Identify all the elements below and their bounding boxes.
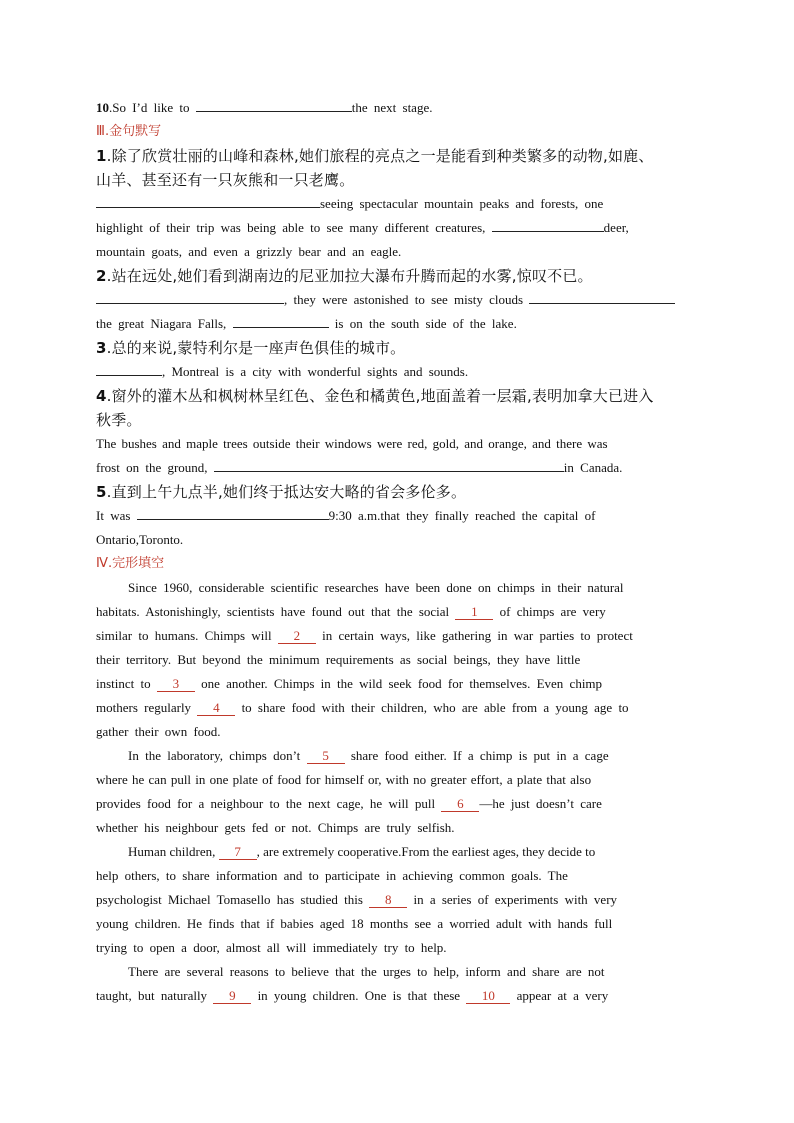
sentence-3-english [96, 360, 698, 384]
cloze-text: in a series of experiments with very [413, 892, 618, 907]
cloze-blank-10[interactable]: 10 [466, 989, 510, 1004]
cloze-text: share food either. If a chimp is put in a cage [350, 748, 609, 763]
answer-blank[interactable] [529, 289, 675, 304]
sentence-5-english [96, 504, 698, 528]
cloze-text: similar to humans. Chimps will [96, 628, 272, 643]
sentence-1-chinese-cont: 山羊、甚至还有一只灰熊和一只老鹰。 [96, 171, 355, 189]
cloze-text: of chimps are very [499, 604, 606, 619]
sentence-5-english-cont: Ontario,Toronto. [96, 532, 184, 547]
sentence-5-chinese [96, 480, 698, 504]
section-title-golden-sentences: Ⅲ.金句默写 [96, 124, 162, 139]
cloze-text: instinct to [96, 676, 151, 691]
answer-blank[interactable] [214, 457, 564, 472]
cloze-text: In the laboratory, chimps don’t [128, 748, 301, 763]
english-text: It was [96, 508, 131, 523]
cloze-line [96, 624, 698, 648]
cloze-text: —he just doesn’t care [479, 796, 602, 811]
english-text: deer, [603, 220, 629, 235]
cloze-blank-5[interactable]: 5 [307, 749, 345, 764]
cloze-line [96, 792, 698, 816]
cloze-text: appear at a very [516, 988, 609, 1003]
cloze-line: where he can pull in one plate of food for himself or, with no greater effort, a plate that also [96, 772, 592, 787]
english-text: seeing spectacular mountain peaks and forests, one [320, 196, 604, 211]
cloze-line [96, 984, 698, 1008]
question-text: the next stage. [351, 100, 433, 115]
cloze-text: to share food with their children, who are able from a young age to [241, 700, 629, 715]
chinese-text: .除了欣赏壮丽的山峰和森林,她们旅程的亮点之一是能看到种类繁多的动物,如鹿、 [106, 147, 654, 165]
sentence-number: 1 [96, 147, 107, 165]
cloze-text: psychologist Michael Tomasello has studied this [96, 892, 363, 907]
cloze-line: There are several reasons to believe that the urges to help, inform and share are not [128, 964, 605, 979]
sentence-number: 5 [96, 483, 107, 501]
answer-blank[interactable] [96, 289, 284, 304]
cloze-line [96, 696, 698, 720]
cloze-line: help others, to share information and to participate in achieving common goals. The [96, 868, 568, 883]
cloze-text: , are extremely cooperative.From the earliest ages, they decide to [256, 844, 596, 859]
cloze-text: Human children, [128, 844, 216, 859]
cloze-text: taught, but naturally [96, 988, 208, 1003]
cloze-text: in young children. One is that these [257, 988, 461, 1003]
chinese-text: .总的来说,蒙特利尔是一座声色俱佳的城市。 [106, 339, 406, 357]
cloze-line [96, 600, 698, 624]
answer-blank[interactable] [96, 361, 162, 376]
cloze-blank-1[interactable]: 1 [455, 605, 493, 620]
english-text: is on the south side of the lake. [334, 316, 517, 331]
question-number: 10 [96, 100, 109, 115]
cloze-blank-9[interactable]: 9 [213, 989, 251, 1004]
cloze-line: gather their own food. [96, 724, 221, 739]
cloze-line: Since 1960, considerable scientific researches have been done on chimps in their natural [128, 580, 624, 595]
sentence-4-english-cont [96, 456, 698, 480]
answer-blank[interactable] [137, 505, 329, 520]
answer-blank[interactable] [96, 193, 320, 208]
worksheet-page [96, 96, 698, 1008]
sentence-1-chinese [96, 144, 698, 168]
cloze-line: whether his neighbour gets fed or not. Chimps are truly selfish. [96, 820, 455, 835]
sentence-2-english-cont [96, 312, 698, 336]
cloze-blank-6[interactable]: 6 [441, 797, 479, 812]
english-text: , Montreal is a city with wonderful sights and sounds. [162, 364, 469, 379]
answer-blank[interactable] [233, 313, 329, 328]
sentence-number: 3 [96, 339, 107, 357]
cloze-blank-2[interactable]: 2 [278, 629, 316, 644]
cloze-text: in certain ways, like gathering in war parties to protect [322, 628, 633, 643]
cloze-blank-3[interactable]: 3 [157, 677, 195, 692]
english-text: in Canada. [563, 460, 623, 475]
sentence-1-english-end: mountain goats, and even a grizzly bear and an eagle. [96, 244, 402, 259]
sentence-1-english [96, 192, 698, 216]
english-text: , they were astonished to see misty clouds [284, 292, 524, 307]
english-text: frost on the ground, [96, 460, 208, 475]
sentence-number: 2 [96, 267, 107, 285]
sentence-4-english: The bushes and maple trees outside their windows were red, gold, and orange, and there was [96, 436, 608, 451]
cloze-blank-4[interactable]: 4 [197, 701, 235, 716]
section-title-cloze: Ⅳ.完形填空 [96, 556, 165, 571]
question-text: .So I’d like to [109, 100, 190, 115]
sentence-3-chinese [96, 336, 698, 360]
cloze-blank-7[interactable]: 7 [219, 845, 257, 860]
cloze-text: provides food for a neighbour to the next cage, he will pull [96, 796, 436, 811]
cloze-blank-8[interactable]: 8 [369, 893, 407, 908]
cloze-line [96, 888, 698, 912]
cloze-line: young children. He finds that if babies aged 18 months see a worried adult with hands full [96, 916, 613, 931]
english-text: the great Niagara Falls, [96, 316, 227, 331]
answer-blank[interactable] [196, 97, 352, 112]
sentence-1-english-cont [96, 216, 698, 240]
chinese-text: .站在远处,她们看到湖南边的尼亚加拉大瀑布升腾而起的水雾,惊叹不已。 [106, 267, 593, 285]
cloze-line [96, 672, 698, 696]
cloze-text: mothers regularly [96, 700, 192, 715]
cloze-line: trying to open a door, almost all will immediately try to help. [96, 940, 447, 955]
chinese-text: .窗外的灌木丛和枫树林呈红色、金色和橘黄色,地面盖着一层霜,表明加拿大已进入 [106, 387, 654, 405]
answer-blank[interactable] [492, 217, 604, 232]
chinese-text: .直到上午九点半,她们终于抵达安大略的省会多伦多。 [106, 483, 467, 501]
cloze-text: habitats. Astonishingly, scientists have found out that the social [96, 604, 450, 619]
cloze-line: their territory. But beyond the minimum requirements as social beings, they have little [96, 652, 581, 667]
question-10 [96, 96, 698, 120]
sentence-4-chinese [96, 384, 698, 408]
sentence-4-chinese-cont: 秋季。 [96, 411, 142, 429]
cloze-text: one another. Chimps in the wild seek food for themselves. Even chimp [201, 676, 603, 691]
cloze-line [96, 840, 698, 864]
sentence-number: 4 [96, 387, 107, 405]
cloze-line [96, 744, 698, 768]
english-text: 9:30 a.m.that they finally reached the capital of [328, 508, 596, 523]
sentence-2-english [96, 288, 698, 312]
english-text: highlight of their trip was being able to see many different creatures, [96, 220, 486, 235]
sentence-2-chinese [96, 264, 698, 288]
